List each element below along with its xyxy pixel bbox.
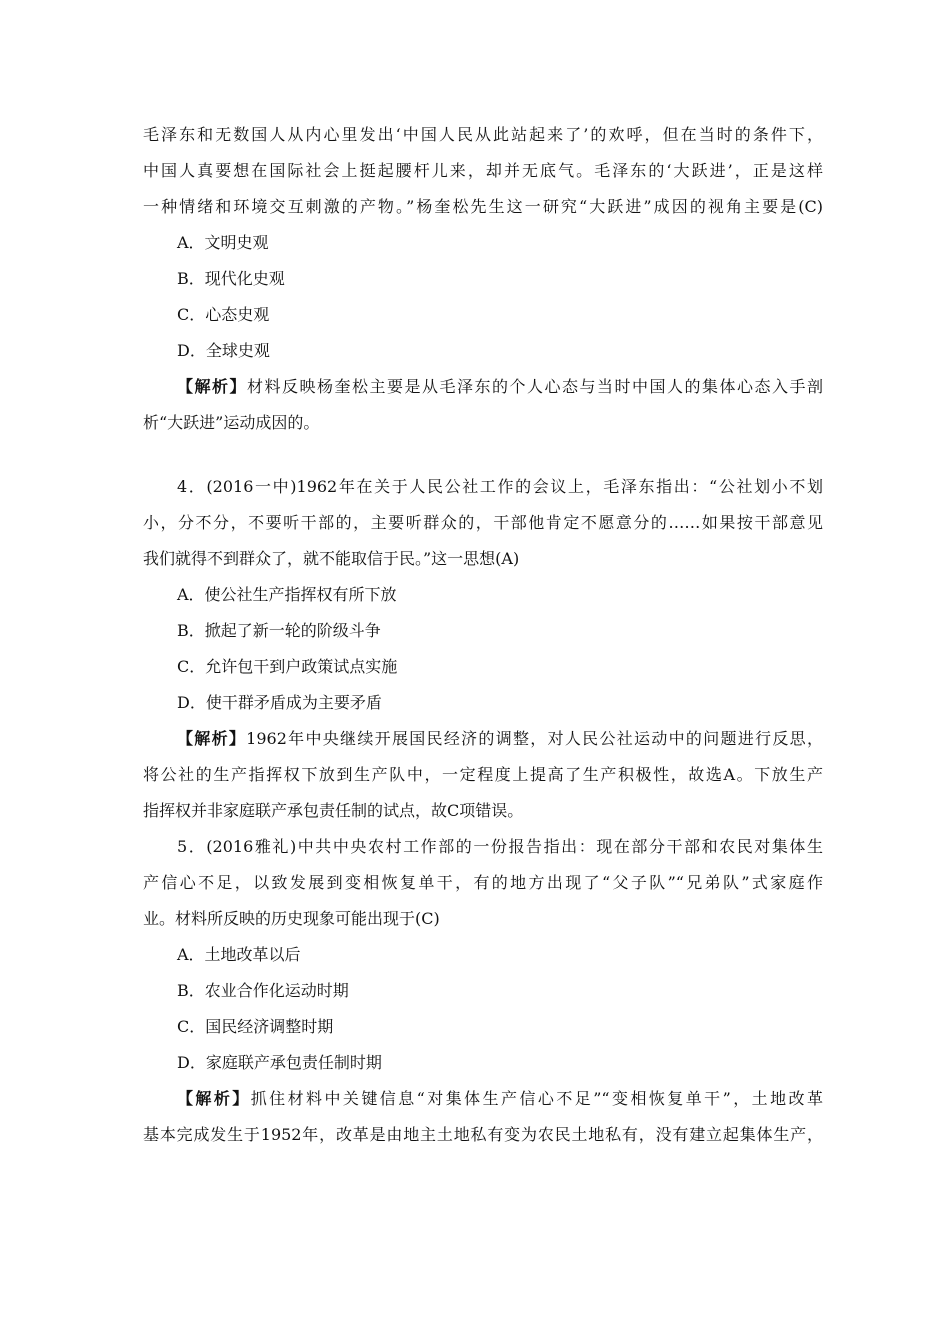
q5-analysis-line-1	[143, 1081, 823, 1117]
section-gap	[143, 441, 823, 469]
q3-option-a: A．文明史观	[177, 233, 269, 252]
q4-analysis-line-1	[143, 721, 823, 757]
q3-stem-line-1: 毛泽东和无数国人从内心里发出‘中国人民从此站起来了’的欢呼，但在当时的条件下，	[143, 125, 823, 144]
q4-stem-line-2: 小，分不分，不要听干部的，主要听群众的，干部他肯定不愿意分的……如果按干部意见	[143, 513, 823, 532]
q4-option-a: A．使公社生产指挥权有所下放	[177, 585, 397, 604]
analysis-tag: 【解析】	[177, 377, 247, 396]
q4-analysis-line-2: 将公社的生产指挥权下放到生产队中，一定程度上提高了生产积极性，故选A。下放生产	[143, 765, 823, 784]
q5-option-a: A．土地改革以后	[177, 945, 301, 964]
q3-option-c: C．心态史观	[177, 305, 270, 324]
q3-stem-line-3: 一种情绪和环境交互刺激的产物。”杨奎松先生这一研究“大跃进”成因的视角主要是(C)	[143, 197, 823, 216]
analysis-tag: 【解析】	[177, 1089, 251, 1108]
q4-option-b: B．掀起了新一轮的阶级斗争	[177, 621, 381, 640]
q4-option-c: C．允许包干到户政策试点实施	[177, 657, 398, 676]
q4-stem-line-1: 4．(2016一中)1962年在关于人民公社工作的会议上，毛泽东指出：“公社划小不划	[177, 477, 823, 496]
q4-analysis-line-3: 指挥权并非家庭联产承包责任制的试点，故C项错误。	[143, 801, 524, 820]
q5-stem-line-3: 业。材料所反映的历史现象可能出现于(C)	[143, 909, 440, 928]
q5-option-b: B．农业合作化运动时期	[177, 981, 349, 1000]
q4-stem-line-3: 我们就得不到群众了，就不能取信于民。”这一思想(A)	[143, 549, 520, 568]
q3-analysis-line-1	[143, 369, 823, 405]
q5-analysis-line-2: 基本完成发生于1952年，改革是由地主土地私有变为农民土地私有，没有建立起集体生产，	[143, 1125, 823, 1144]
q3-option-d: D．全球史观	[177, 341, 270, 360]
q3-analysis-text-1: 材料反映杨奎松主要是从毛泽东的个人心态与当时中国人的集体心态入手剖	[247, 377, 823, 396]
q5-analysis-text-1: 抓住材料中关键信息“对集体生产信心不足”“变相恢复单干”，土地改革	[250, 1089, 823, 1108]
q5-option-c: C．国民经济调整时期	[177, 1017, 334, 1036]
q4-analysis-text-1: 1962年中央继续开展国民经济的调整，对人民公社运动中的问题进行反思，	[246, 729, 823, 748]
q3-option-b: B．现代化史观	[177, 269, 285, 288]
q5-option-d: D．家庭联产承包责任制时期	[177, 1053, 382, 1072]
q3-analysis-line-2: 析“大跃进”运动成因的。	[143, 413, 320, 432]
analysis-tag: 【解析】	[177, 729, 247, 748]
q4-option-d: D．使干群矛盾成为主要矛盾	[177, 693, 382, 712]
q3-stem-line-2: 中国人真要想在国际社会上挺起腰杆儿来，却并无底气。毛泽东的‘大跃进’，正是这样	[143, 161, 823, 180]
q5-stem-line-2: 产信心不足，以致发展到变相恢复单干，有的地方出现了“父子队”“兄弟队”式家庭作	[143, 873, 823, 892]
q5-stem-line-1: 5．(2016雅礼)中共中央农村工作部的一份报告指出：现在部分干部和农民对集体生	[177, 837, 823, 856]
document-content	[143, 117, 823, 1153]
